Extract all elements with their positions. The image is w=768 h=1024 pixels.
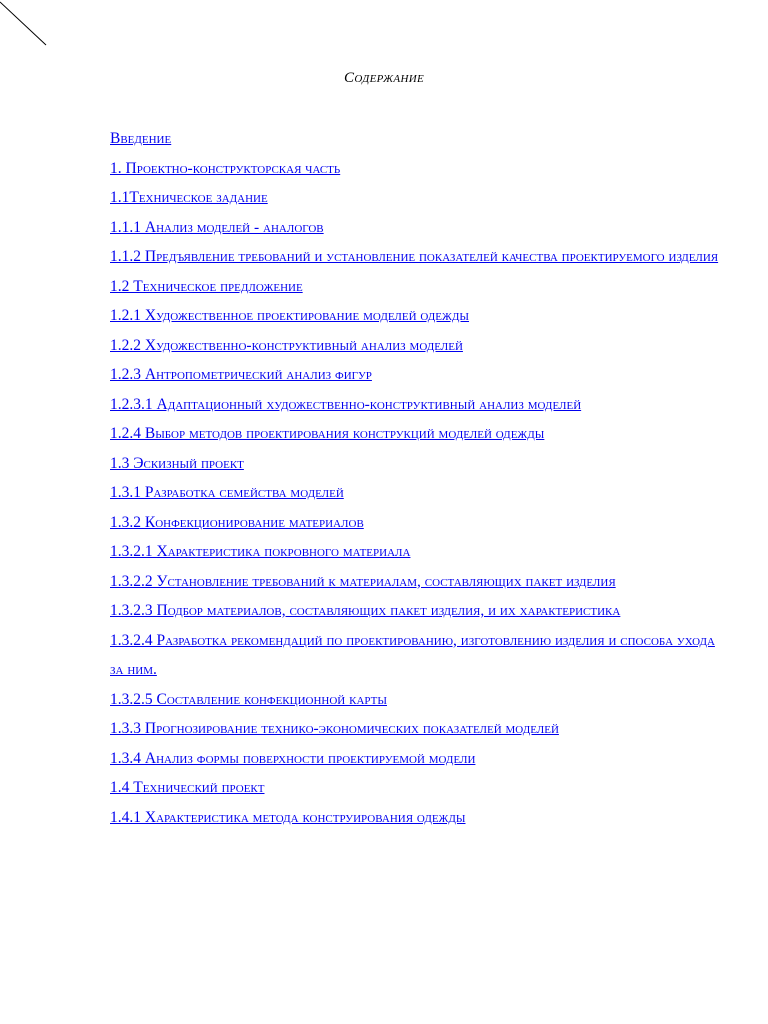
toc-link-1-4-1[interactable]: 1.4.1 Характеристика метода конструирования одежды <box>110 808 466 826</box>
toc-link-1-3-2-4[interactable]: 1.3.2.4 Разработка рекомендаций по проектированию, изготовлению изделия и способа ухода за ним. <box>110 631 715 678</box>
toc-link-1-3-3[interactable]: 1.3.3 Прогнозирование технико-экономических показателей моделей <box>110 720 559 737</box>
toc-link-1-3-2-5[interactable]: 1.3.2.5 Составление конфекционной карты <box>110 690 387 708</box>
toc-link-1-1-1[interactable]: 1.1.1 Анализ моделей - аналогов <box>110 218 324 236</box>
toc-link-1-3-2-1[interactable]: 1.3.2.1 Характеристика покровного материала <box>110 543 411 560</box>
toc-link-1-3-2-2[interactable]: 1.3.2.2 Установление требований к материалам, составляющих пакет изделия <box>110 572 616 590</box>
toc-link-1-3-2[interactable]: 1.3.2 Конфекционирование материалов <box>110 513 364 531</box>
toc-link-1[interactable]: 1. Проектно-конструкторская часть <box>110 159 341 177</box>
toc-link-1-2-1[interactable]: 1.2.1 Художественное проектирование моделей одежды <box>110 307 469 324</box>
page-corner-mark <box>0 0 60 60</box>
toc-link-1-2[interactable]: 1.2 Техническое предложение <box>110 277 303 295</box>
toc-link-1-1[interactable]: 1.1Техническое задание <box>110 189 268 206</box>
toc-link-1-3-2-3[interactable]: 1.3.2.3 Подбор материалов, составляющих пакет изделия, и их характеристика <box>110 602 621 619</box>
toc-link-1-2-4[interactable]: 1.2.4 Выбор методов проектирования конструкций моделей одежды <box>110 425 545 442</box>
toc-link-1-2-3[interactable]: 1.2.3 Антропометрический анализ фигур <box>110 366 372 383</box>
table-of-contents <box>110 124 720 832</box>
toc-link-1-3[interactable]: 1.3 Эскизный проект <box>110 454 244 472</box>
toc-link-1-3-1[interactable]: 1.3.1 Разработка семейства моделей <box>110 484 344 501</box>
toc-link-1-4[interactable]: 1.4 Технический проект <box>110 779 265 796</box>
toc-link-1-2-3-1[interactable]: 1.2.3.1 Адаптационный художественно-конструктивный анализ моделей <box>110 395 582 413</box>
page-title: Содержание <box>344 70 424 86</box>
toc-link-introduction[interactable]: Введение <box>110 130 172 147</box>
toc-link-1-3-4[interactable]: 1.3.4 Анализ формы поверхности проектируемой модели <box>110 749 476 767</box>
toc-link-1-1-2[interactable]: 1.1.2 Предъявление требований и установление показателей качества проектируемого изделия <box>110 248 719 265</box>
toc-link-1-2-2[interactable]: 1.2.2 Художественно-конструктивный анализ моделей <box>110 336 463 354</box>
